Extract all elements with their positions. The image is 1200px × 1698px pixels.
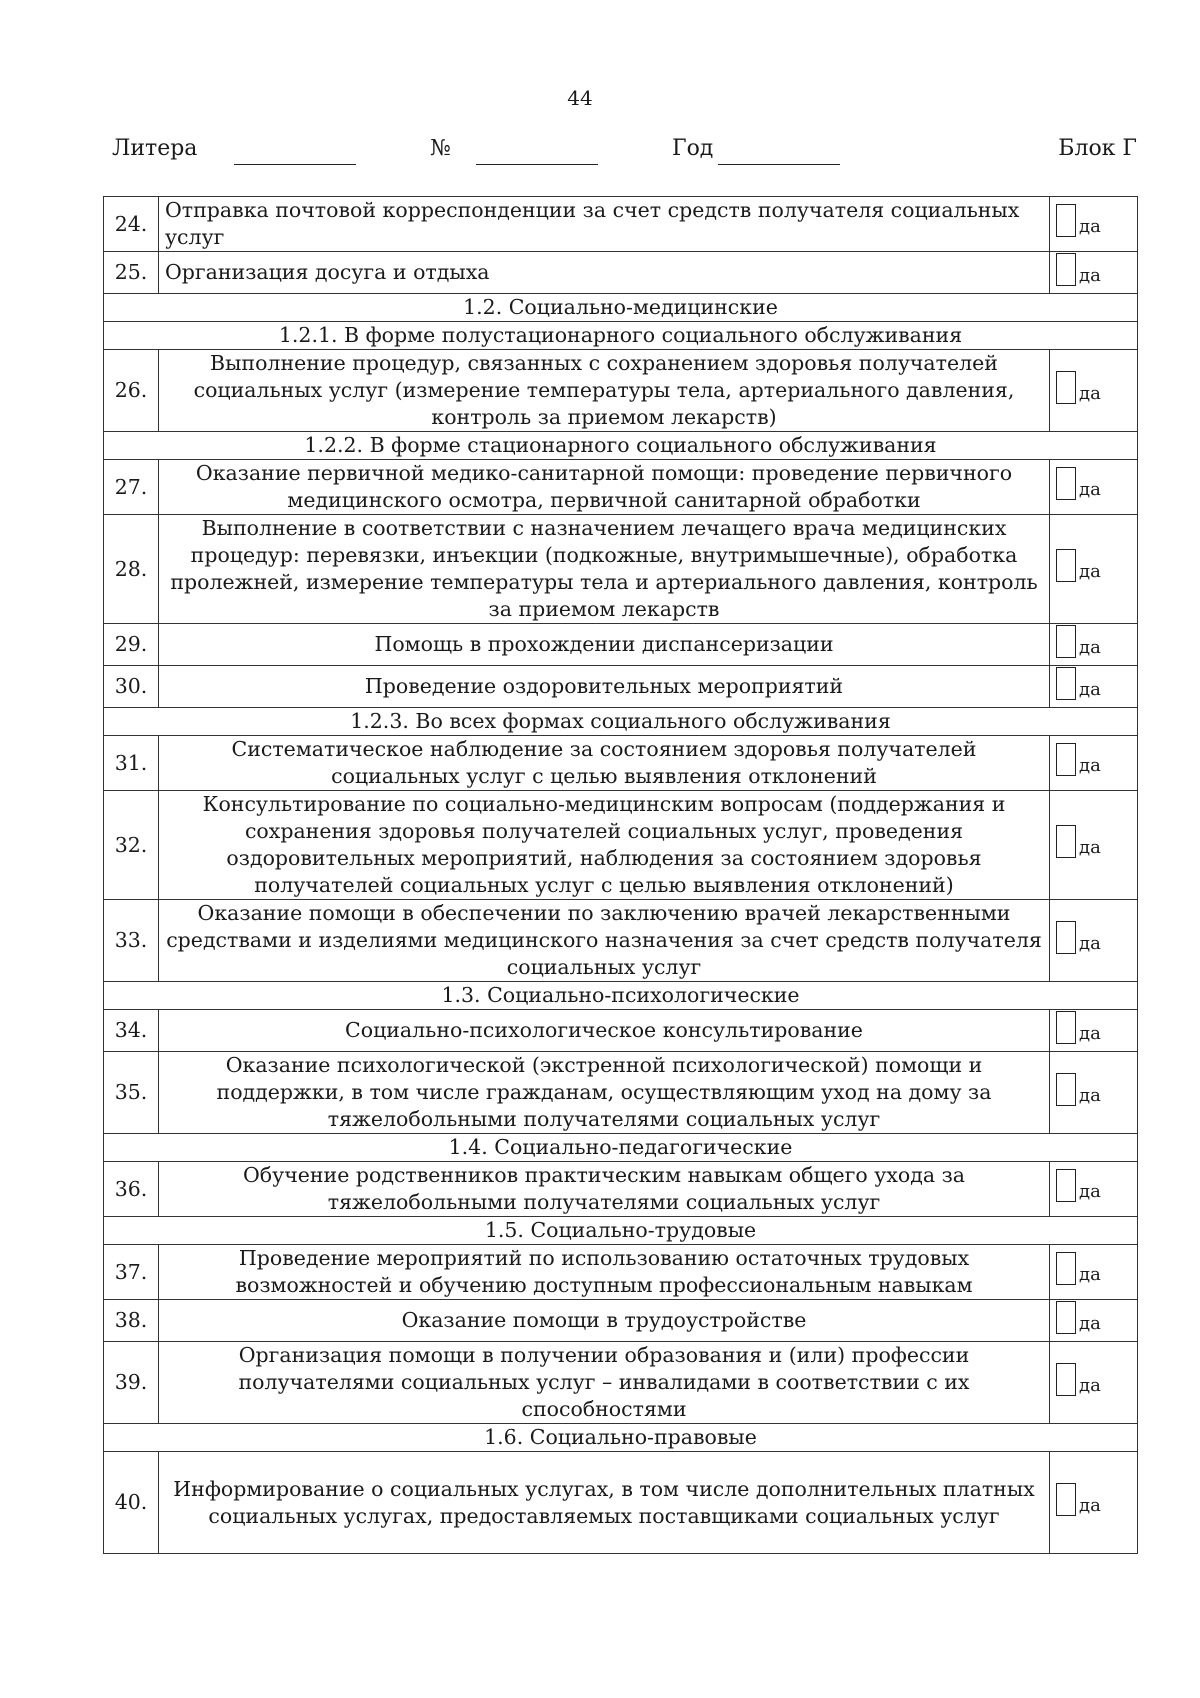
service-row	[104, 736, 1138, 791]
yes-checkbox[interactable]	[1056, 1252, 1076, 1285]
service-check-cell	[1050, 1245, 1138, 1300]
service-check-cell	[1050, 1300, 1138, 1342]
service-row	[104, 1010, 1138, 1052]
section-heading-row	[104, 982, 1138, 1010]
yes-label: да	[1079, 1264, 1101, 1285]
service-row	[104, 624, 1138, 666]
section-heading-row	[104, 1217, 1138, 1245]
service-row	[104, 1452, 1138, 1554]
service-description: Организация помощи в получении образования и (или) профессии получателями социальных услуг – инвалидами в соответствии с их способностями	[159, 1342, 1050, 1424]
service-check-cell	[1050, 1342, 1138, 1424]
service-number: 28.	[104, 515, 159, 624]
yes-label: да	[1079, 837, 1101, 858]
service-number: 37.	[104, 1245, 159, 1300]
section-heading-row	[104, 294, 1138, 322]
yes-checkbox[interactable]	[1056, 467, 1076, 500]
yes-checkbox-group	[1056, 625, 1101, 658]
yes-label: да	[1079, 479, 1101, 500]
yes-checkbox-group	[1056, 1363, 1101, 1396]
service-number: 33.	[104, 900, 159, 982]
block-label: Блок Г	[1058, 136, 1137, 161]
yes-checkbox[interactable]	[1056, 253, 1076, 286]
yes-label: да	[1079, 1181, 1101, 1202]
yes-checkbox[interactable]	[1056, 743, 1076, 776]
yes-checkbox[interactable]	[1056, 921, 1076, 954]
yes-checkbox[interactable]	[1056, 1169, 1076, 1202]
yes-checkbox-group	[1056, 825, 1101, 858]
service-number: 27.	[104, 460, 159, 515]
service-check-cell	[1050, 1452, 1138, 1554]
service-check-cell	[1050, 197, 1138, 252]
service-description: Оказание помощи в обеспечении по заключению врачей лекарственными средствами и изделиями медицинского назначения за счет средств получателя социальных услуг	[159, 900, 1050, 982]
service-number: 26.	[104, 350, 159, 432]
service-row	[104, 900, 1138, 982]
service-check-cell	[1050, 460, 1138, 515]
service-check-cell	[1050, 900, 1138, 982]
service-number: 40.	[104, 1452, 159, 1554]
service-check-cell	[1050, 1162, 1138, 1217]
section-heading: 1.5. Социально-трудовые	[104, 1217, 1138, 1245]
service-check-cell	[1050, 736, 1138, 791]
section-heading: 1.3. Социально-психологические	[104, 982, 1138, 1010]
service-number: 39.	[104, 1342, 159, 1424]
section-heading: 1.6. Социально-правовые	[104, 1424, 1138, 1452]
service-check-cell	[1050, 666, 1138, 708]
service-row	[104, 197, 1138, 252]
yes-label: да	[1079, 216, 1101, 237]
service-row	[104, 1245, 1138, 1300]
service-description: Проведение оздоровительных мероприятий	[159, 666, 1050, 708]
yes-checkbox-group	[1056, 549, 1101, 582]
service-description: Проведение мероприятий по использованию остаточных трудовых возможностей и обучению доступным профессиональным навыкам	[159, 1245, 1050, 1300]
yes-checkbox-group	[1056, 204, 1101, 237]
service-description: Организация досуга и отдыха	[159, 252, 1050, 294]
yes-label: да	[1079, 636, 1101, 658]
service-check-cell	[1050, 515, 1138, 624]
yes-checkbox-group	[1056, 1301, 1101, 1334]
service-number: 30.	[104, 666, 159, 708]
service-description: Выполнение процедур, связанных с сохранением здоровья получателей социальных услуг (измерение температуры тела, артериального давления, контроль за приемом лекарств)	[159, 350, 1050, 432]
section-heading-row	[104, 432, 1138, 460]
number-field[interactable]	[476, 164, 598, 165]
yes-checkbox[interactable]	[1056, 371, 1076, 404]
year-label: Год	[672, 136, 714, 161]
service-row	[104, 252, 1138, 294]
yes-label: да	[1079, 382, 1101, 404]
yes-checkbox[interactable]	[1056, 625, 1076, 658]
yes-checkbox-group	[1056, 743, 1101, 776]
service-number: 24.	[104, 197, 159, 252]
service-number: 29.	[104, 624, 159, 666]
service-row	[104, 1342, 1138, 1424]
litera-field[interactable]	[234, 164, 356, 165]
yes-checkbox-group	[1056, 1011, 1101, 1044]
service-description: Социально-психологическое консультирование	[159, 1010, 1050, 1052]
service-check-cell	[1050, 1052, 1138, 1134]
yes-checkbox[interactable]	[1056, 1301, 1076, 1334]
section-heading-row	[104, 1134, 1138, 1162]
service-check-cell	[1050, 252, 1138, 294]
service-number: 34.	[104, 1010, 159, 1052]
yes-checkbox[interactable]	[1056, 1483, 1076, 1516]
service-check-cell	[1050, 350, 1138, 432]
section-heading: 1.2.1. В форме полустационарного социального обслуживания	[104, 322, 1138, 350]
service-number: 32.	[104, 791, 159, 900]
service-description: Систематическое наблюдение за состоянием здоровья получателей социальных услуг с целью выявления отклонений	[159, 736, 1050, 791]
section-heading: 1.4. Социально-педагогические	[104, 1134, 1138, 1162]
section-heading: 1.2.3. Во всех формах социального обслуживания	[104, 708, 1138, 736]
service-description: Выполнение в соответствии с назначением лечащего врача медицинских процедур: перевязки, инъекции (подкожные, внутримышечные), обработка пролежней, измерение температуры тела и артериального давления, контроль за приемом лекарств	[159, 515, 1050, 624]
service-description: Оказание первичной медико-санитарной помощи: проведение первичного медицинского осмотра, первичной санитарной обработки	[159, 460, 1050, 515]
service-row	[104, 1052, 1138, 1134]
service-description: Отправка почтовой корреспонденции за счет средств получателя социальных услуг	[159, 197, 1050, 252]
yes-checkbox-group	[1056, 1252, 1101, 1285]
yes-label: да	[1079, 1494, 1101, 1516]
yes-checkbox-group	[1056, 253, 1101, 286]
yes-checkbox-group	[1056, 1483, 1101, 1516]
service-description: Помощь в прохождении диспансеризации	[159, 624, 1050, 666]
litera-label: Литера	[112, 136, 198, 161]
yes-checkbox[interactable]	[1056, 1073, 1076, 1106]
service-row	[104, 1162, 1138, 1217]
service-description: Оказание помощи в трудоустройстве	[159, 1300, 1050, 1342]
services-table	[103, 196, 1138, 1554]
service-description: Информирование о социальных услугах, в том числе дополнительных платных социальных услугах, предоставляемых поставщиками социальных услуг	[159, 1452, 1050, 1554]
yes-checkbox-group	[1056, 1073, 1101, 1106]
yes-checkbox[interactable]	[1056, 1011, 1076, 1044]
service-number: 35.	[104, 1052, 159, 1134]
service-number: 36.	[104, 1162, 159, 1217]
yes-label: да	[1079, 932, 1101, 954]
yes-checkbox-group	[1056, 1169, 1101, 1202]
service-check-cell	[1050, 624, 1138, 666]
yes-label: да	[1079, 1022, 1101, 1044]
section-heading: 1.2.2. В форме стационарного социального обслуживания	[104, 432, 1138, 460]
yes-label: да	[1079, 1084, 1101, 1106]
section-heading-row	[104, 1424, 1138, 1452]
number-label: №	[430, 136, 451, 161]
service-description: Обучение родственников практическим навыкам общего ухода за тяжелобольными получателями социальных услуг	[159, 1162, 1050, 1217]
yes-checkbox[interactable]	[1056, 204, 1076, 237]
yes-checkbox[interactable]	[1056, 825, 1076, 858]
yes-label: да	[1079, 264, 1101, 286]
service-description: Оказание психологической (экстренной психологической) помощи и поддержки, в том числе гражданам, осуществляющим уход на дому за тяжелобольными получателями социальных услуг	[159, 1052, 1050, 1134]
service-number: 25.	[104, 252, 159, 294]
service-check-cell	[1050, 791, 1138, 900]
section-heading: 1.2. Социально-медицинские	[104, 294, 1138, 322]
service-row	[104, 515, 1138, 624]
service-number: 31.	[104, 736, 159, 791]
yes-checkbox-group	[1056, 371, 1101, 404]
yes-label: да	[1079, 678, 1101, 700]
yes-checkbox[interactable]	[1056, 1363, 1076, 1396]
yes-label: да	[1079, 1312, 1101, 1334]
yes-checkbox-group	[1056, 667, 1101, 700]
yes-label: да	[1079, 561, 1101, 582]
service-check-cell	[1050, 1010, 1138, 1052]
section-heading-row	[104, 708, 1138, 736]
service-row	[104, 791, 1138, 900]
yes-label: да	[1079, 755, 1101, 776]
service-row	[104, 460, 1138, 515]
service-description: Консультирование по социально-медицинским вопросам (поддержания и сохранения здоровья получателей социальных услуг, проведения оздоровительных мероприятий, наблюдения за состоянием здоровья получателей социальных услуг с целью выявления отклонений)	[159, 791, 1050, 900]
year-field[interactable]	[718, 164, 840, 165]
form-header	[112, 136, 1137, 176]
yes-checkbox-group	[1056, 467, 1101, 500]
section-heading-row	[104, 322, 1138, 350]
service-row	[104, 350, 1138, 432]
service-row	[104, 666, 1138, 708]
service-number: 38.	[104, 1300, 159, 1342]
yes-checkbox[interactable]	[1056, 667, 1076, 700]
yes-checkbox[interactable]	[1056, 549, 1076, 582]
yes-label: да	[1079, 1374, 1101, 1396]
yes-checkbox-group	[1056, 921, 1101, 954]
page-number: 44	[567, 86, 593, 110]
service-row	[104, 1300, 1138, 1342]
